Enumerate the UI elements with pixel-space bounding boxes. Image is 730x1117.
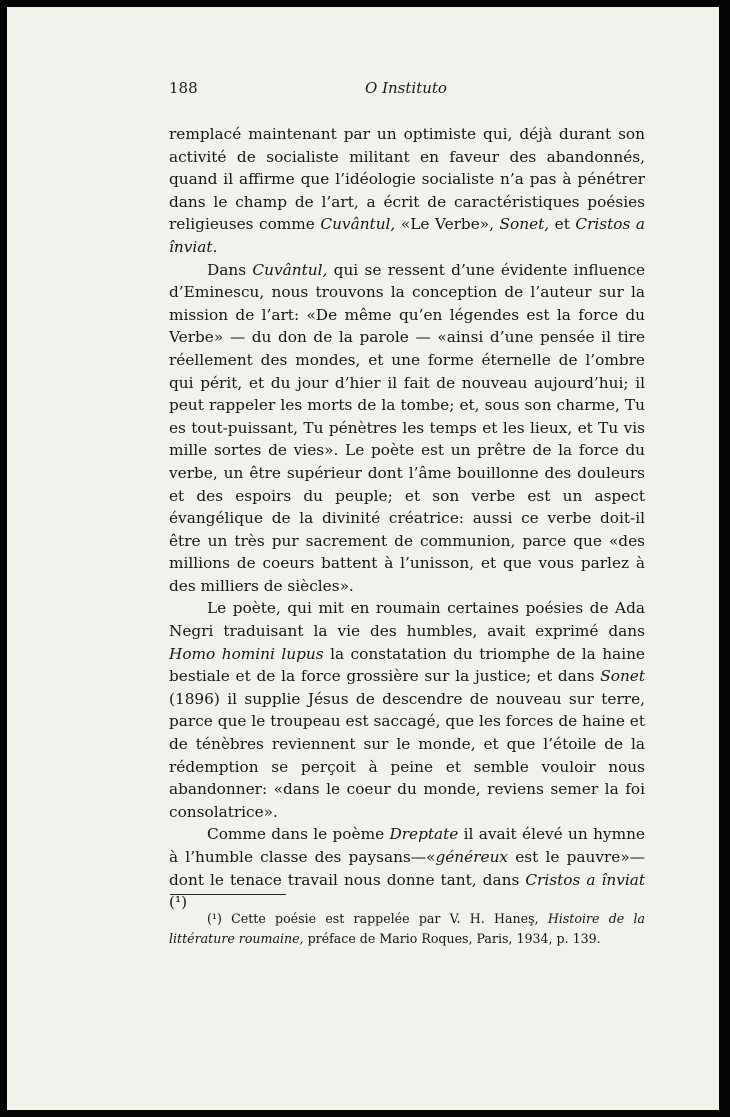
paragraph-3 xyxy=(169,597,645,823)
text-segment: (1896) il supplie Jésus de descendre de nouveau sur terre, parce que le troupeau est saccagé, que les forces de haine et de ténèbres reviennent sur le monde, et que l’étoile de la rédemption se perçoit à peine et semble vouloir nous abandonner: «dans le coeur du monde, reviens semer la foi consolatrice». xyxy=(169,689,645,821)
text-segment: et xyxy=(549,215,576,234)
text-segment: Dans xyxy=(207,260,253,279)
text-segment: Le poète, qui mit en roumain certaines poésies de Ada Negri traduisant la vie des humbles, avait exprimé dans xyxy=(169,599,645,641)
text-segment-italic: Cristos a înviat. xyxy=(169,215,645,256)
text-segment-italic: Sonet, xyxy=(499,215,550,234)
footnote-text-italic: Histoire de la littérature roumaine, xyxy=(169,911,645,946)
body-text xyxy=(169,123,645,914)
text-segment-italic: Sonet xyxy=(600,667,645,686)
text-segment: est le pauvre»—dont le tenace travail nous donne tant, dans xyxy=(169,848,645,889)
text-segment-italic: généreux xyxy=(435,848,509,866)
running-title: O Instituto xyxy=(365,79,447,97)
footnote xyxy=(169,909,645,949)
text-segment: «Le Verbe», xyxy=(395,215,500,234)
paragraph-2 xyxy=(169,259,645,598)
page-header xyxy=(165,79,647,101)
text-segment-italic: Cuvântul, xyxy=(320,215,396,234)
page xyxy=(7,7,719,1110)
paragraph-4 xyxy=(169,823,645,913)
footnote-reference: (¹) xyxy=(169,893,188,912)
text-segment: Comme dans le poème xyxy=(207,825,390,844)
footnote-text: préface de Mario Roques, Paris, 1934, p. 139. xyxy=(303,931,601,946)
text-segment: la constatation du triomphe de la haine bestiale et de la force grossière sur la justice; et dans xyxy=(169,644,645,686)
page-number: 188 xyxy=(169,79,198,97)
footnote-divider xyxy=(170,894,286,895)
text-segment: il avait élevé un hymne à l’humble classe des paysans—« xyxy=(169,825,645,866)
text-segment-italic: Dreptate xyxy=(389,825,459,844)
text-segment-italic: Cuvântul, xyxy=(252,260,328,279)
text-segment-italic: Cristos a înviat xyxy=(525,870,646,889)
text-segment: remplacé maintenant par un optimiste qui, déjà durant son activité de socialiste militant en faveur des abandonnés, quand il affirme que l’idéologie socialiste n’a pas à pénétrer dans le champ de l’art, a écrit de caractéristiques poésies religieuses comme xyxy=(169,125,645,234)
text-segment-italic: Homo homini lupus xyxy=(169,644,324,663)
text-segment: qui se ressent d’une évidente influence d’Eminescu, nous trouvons la conception de l’auteur sur la mission de l’art: «De même qu’en légendes est la force du Verbe» — du don de la parole — «ainsi d’une pensée il tire réellement des mondes, et une forme éternelle de l’ombre qui périt, et du jour d’hier il fait de nouveau aujourd’hui; il peut rappeler les morts de la tombe; et, sous son charme, Tu es tout-puissant, Tu pénètres les temps et les lieux, et Tu vis mille sortes de vies». Le poète est un prêtre de la force du verbe, un être supérieur dont l’âme bouillonne des douleurs et des espoirs du peuple; et son verbe est un aspect évangélique de la divinité créatrice: aussi ce verbe doit-il être un très pur sacrement de communion, parce que «des millions de coeurs battent à l’unisson, et que vous parlez à des milliers de siècles». xyxy=(169,260,645,595)
footnote-text: (¹) Cette poésie est rappelée par V. H. Haneş, xyxy=(207,911,548,926)
paragraph-1 xyxy=(169,123,645,259)
